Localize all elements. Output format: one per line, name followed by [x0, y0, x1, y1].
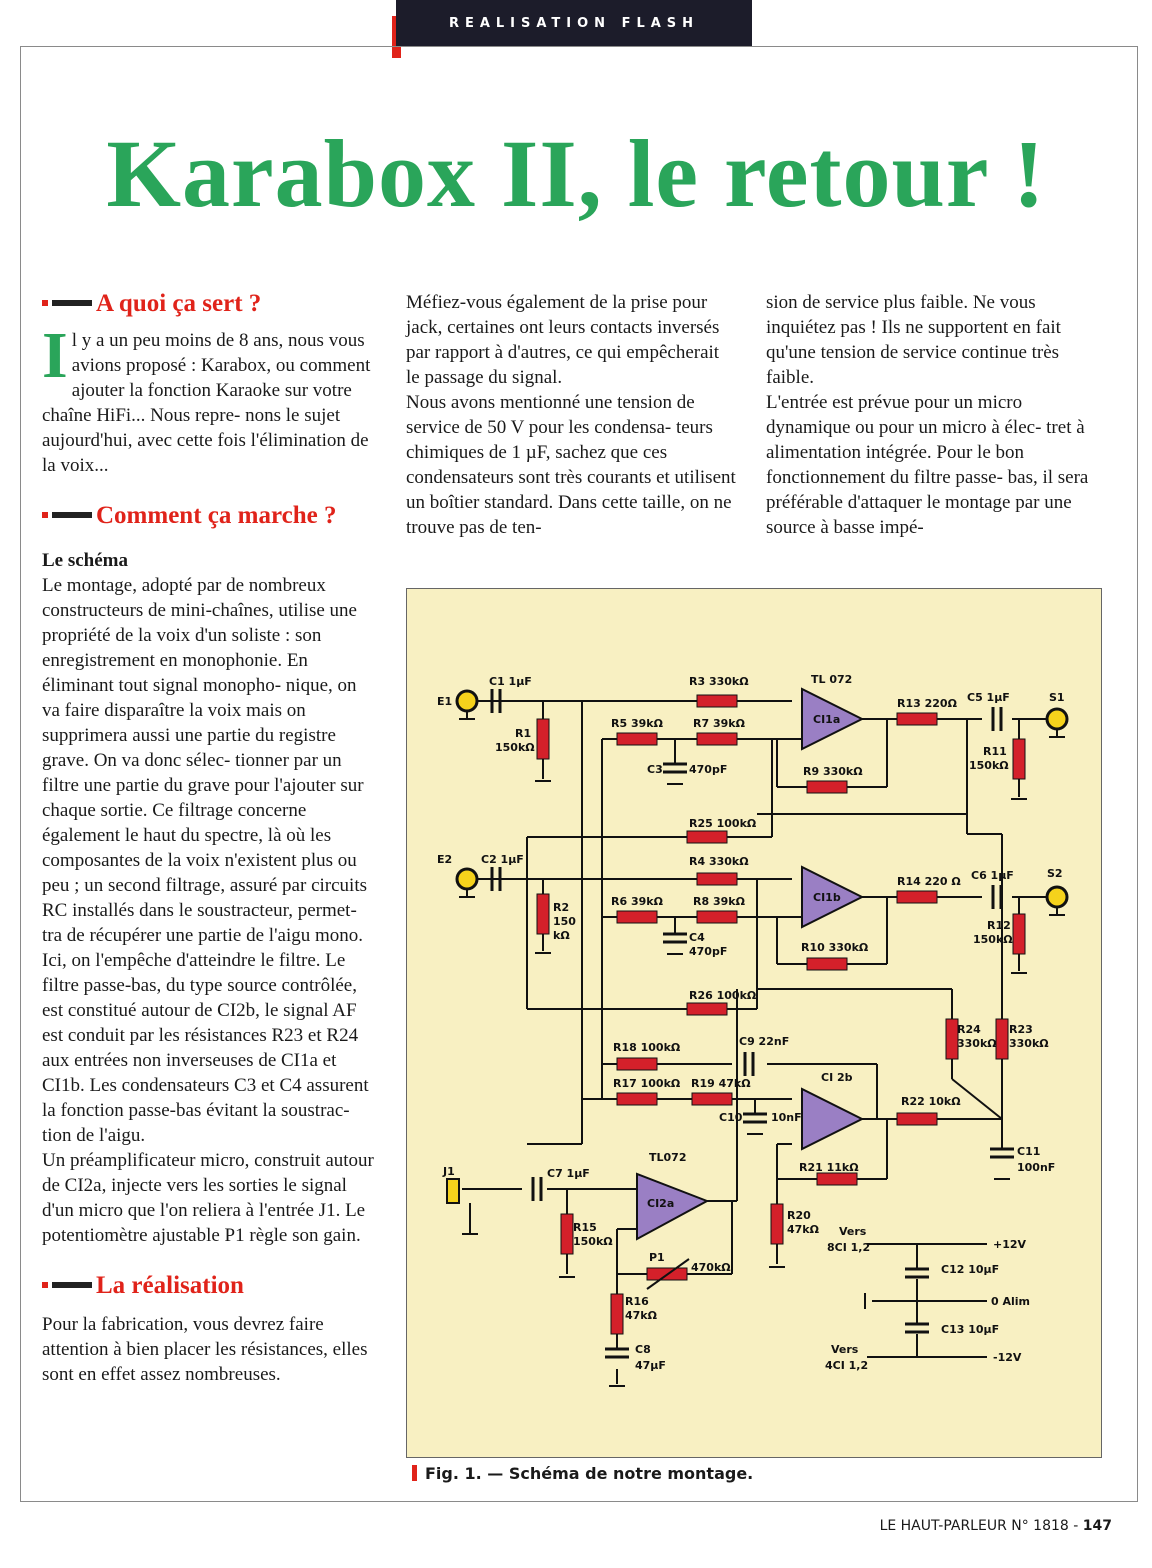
col3-paragraph-2: L'entrée est prévue pour un micro dynamique ou pour un micro à élec- tret à alimentation intégrée. Pour le bon fonctionnement du filtre passe- bas, il sera préférable d'attaquer le montage par une source à basse impé-: [766, 392, 1089, 538]
label-r11-value: 150kΩ: [969, 759, 1009, 772]
opamp-ci2b: [802, 1089, 862, 1149]
bullet-bar-icon: [52, 1282, 92, 1288]
label-c11-value: 100nF: [1017, 1161, 1056, 1174]
label-c3: C3: [647, 763, 663, 776]
figure-caption: Fig. 1. — Schéma de notre montage.: [412, 1464, 753, 1483]
label-r9: R9 330kΩ: [803, 765, 863, 778]
heading-realisation: La réalisation: [42, 1268, 378, 1302]
label-r23: R23: [1009, 1023, 1033, 1036]
label-c1: C1 1µF: [489, 675, 532, 688]
bullet-bar-icon: [52, 512, 92, 518]
label-r13: R13 220Ω: [897, 697, 957, 710]
intro-paragraph: Il y a un peu moins de 8 ans, nous vous avions proposé : Karabox, ou comment ajouter la fonction Karaoke sur votre chaîne HiFi... Nous repre- nons le sujet aujourd'hui, avec cette fois l'élimination de la voix...: [42, 319, 371, 476]
resistor-r13: [897, 713, 937, 725]
label-ci2a: CI2a: [647, 1197, 675, 1210]
label-r1: R1: [515, 727, 532, 740]
label-c8: C8: [635, 1343, 651, 1356]
resistor-r10: [807, 958, 847, 970]
label-c10: C10: [719, 1111, 743, 1124]
jack-s1-icon: [1047, 709, 1067, 729]
label-r12: R12: [987, 919, 1011, 932]
label-plus-12v: +12V: [993, 1238, 1027, 1251]
article-title: Karabox II, le retour !: [106, 120, 1046, 227]
col3-paragraph-1: sion de service plus faible. Ne vous inquiétez pas ! Ils ne supportent en fait qu'une tension de service continue très faible.: [766, 292, 1061, 388]
label-r26: R26 100kΩ: [689, 989, 757, 1002]
bullet-square-icon: [42, 512, 48, 518]
label-c4: C4: [689, 931, 705, 944]
jack-s2-icon: [1047, 887, 1067, 907]
label-c3-value: 470pF: [689, 763, 728, 776]
label-p1-value: 470kΩ: [691, 1261, 731, 1274]
heading-comment: Comment ça marche ?: [42, 498, 378, 532]
label-r20-value: 47kΩ: [787, 1223, 819, 1236]
jack-j1-icon: [447, 1179, 459, 1203]
resistor-r22: [897, 1113, 937, 1125]
label-c5: C5 1µF: [967, 691, 1010, 704]
bullet-square-icon: [42, 1282, 48, 1288]
label-c12: C12 10µF: [941, 1263, 1000, 1276]
resistor-r25: [687, 831, 727, 843]
label-r14: R14 220 Ω: [897, 875, 961, 888]
page-number: 147: [1082, 1518, 1112, 1534]
label-r4: R4 330kΩ: [689, 855, 749, 868]
resistor-r18: [617, 1058, 657, 1070]
label-r24: R24: [957, 1023, 981, 1036]
jack-e2-icon: [457, 869, 477, 889]
heading-a-quoi: A quoi ça sert ?: [42, 286, 378, 320]
column-2: [406, 290, 736, 540]
label-r24-value: 330kΩ: [957, 1037, 997, 1050]
realisation-paragraph: Pour la fabrication, vous devrez faire attention à bien placer les résistances, elles sont en effet assez nombreuses.: [42, 1314, 368, 1385]
resistor-r4: [697, 873, 737, 885]
label-r3: R3 330kΩ: [689, 675, 749, 688]
label-c6: C6 1µF: [971, 869, 1014, 882]
label-tl072-2: TL072: [649, 1151, 687, 1164]
label-c8-value: 47µF: [635, 1359, 666, 1372]
label-minus-12v: -12V: [993, 1351, 1022, 1364]
label-tl072-1: TL 072: [811, 673, 853, 686]
bullet-bar-icon: [52, 300, 92, 306]
label-r1-value: 150kΩ: [495, 741, 535, 754]
label-r21: R21 11kΩ: [799, 1161, 859, 1174]
label-r19: R19 47kΩ: [691, 1077, 751, 1090]
resistor-r12: [1013, 914, 1025, 954]
label-vers-2: Vers: [831, 1343, 859, 1356]
schematic-diagram: [407, 589, 1101, 1457]
resistor-r2: [537, 894, 549, 934]
label-r16-value: 47kΩ: [625, 1309, 657, 1322]
label-r2: R2: [553, 901, 570, 914]
label-r10: R10 330kΩ: [801, 941, 869, 954]
subheading-schema: Le schéma: [42, 550, 129, 571]
label-j1: J1: [443, 1165, 455, 1178]
label-r15-value: 150kΩ: [573, 1235, 613, 1248]
schema-paragraph: Le montage, adopté par de nombreux constructeurs de mini-chaînes, utilise une propriété de la voix d'un soliste : son enregistrement en monophonie. En éliminant tout signal monopho- nique, on va faire disparaître la voix mais on supprimera aussi une partie du registre grave. On va donc sélec- tionner par un filtre une partie du grave pour l'ajouter sur chaque sortie. Ce filtrage concerne également le haut du spectre, là où les composantes de la voix n'existent plus ou peu ; un second filtrage, assuré par circuits RC installés dans le soustracteur, permet- tra de récupérer une partie de l'aigu mono. Ici, on l'empêche d'atteindre le filtre. Le filtre passe-bas, du type source contrôlée, est constitué autour de CI2b, le signal AF est conduit par les résistances R23 et R24 aux entrées non inverseuses de CI1a et CI1b. Les condensateurs C3 et C4 assurent la fonction passe-bas évitant la soustrac- tion de l'aigu.: [42, 575, 369, 1146]
label-r2-unit: kΩ: [553, 929, 570, 942]
resistor-r17: [617, 1093, 657, 1105]
resistor-r1: [537, 719, 549, 759]
label-ci2b: CI 2b: [821, 1071, 853, 1084]
resistor-r21: [817, 1173, 857, 1185]
caption-marker: [412, 1465, 417, 1481]
schematic-figure: [406, 588, 1102, 1458]
section-banner: REALISATION FLASH: [396, 0, 752, 46]
label-r25: R25 100kΩ: [689, 817, 757, 830]
label-e2: E2: [437, 853, 453, 866]
resistor-r16: [611, 1294, 623, 1334]
resistor-r11: [1013, 739, 1025, 779]
magazine-name: LE HAUT-PARLEUR N° 1818 -: [879, 1518, 1083, 1534]
resistor-r9: [807, 781, 847, 793]
resistor-r26: [687, 1003, 727, 1015]
label-p1: P1: [649, 1251, 665, 1264]
resistor-r15: [561, 1214, 573, 1254]
label-c13: C13 10µF: [941, 1323, 1000, 1336]
resistor-r20: [771, 1204, 783, 1244]
label-c2: C2 1µF: [481, 853, 524, 866]
label-r2-value: 150: [553, 915, 576, 928]
label-r6: R6 39kΩ: [611, 895, 663, 908]
label-ci1a: CI1a: [813, 713, 841, 726]
label-vers-2-target: 4CI 1,2: [825, 1359, 869, 1372]
label-r7: R7 39kΩ: [693, 717, 745, 730]
label-c9: C9 22nF: [739, 1035, 790, 1048]
label-c10-value: 10nF: [771, 1111, 802, 1124]
resistor-r19: [692, 1093, 732, 1105]
jack-e1-icon: [457, 691, 477, 711]
label-r23-value: 330kΩ: [1009, 1037, 1049, 1050]
label-r18: R18 100kΩ: [613, 1041, 681, 1054]
label-r11: R11: [983, 745, 1007, 758]
col2-paragraph-1: Méfiez-vous également de la prise pour jack, certaines ont leurs contacts inversés par rapport à d'autres, ce qui empêcherait le passage du signal.: [406, 292, 720, 388]
resistor-r23: [996, 1019, 1008, 1059]
bullet-square-icon: [42, 300, 48, 306]
drop-cap: I: [42, 319, 68, 392]
label-ci1b: CI1b: [813, 891, 841, 904]
resistor-r5: [617, 733, 657, 745]
label-c11: C11: [1017, 1145, 1041, 1158]
page-footer: [880, 1518, 1112, 1534]
column-1: [42, 286, 378, 1387]
resistor-r7: [697, 733, 737, 745]
capacitors: [492, 689, 1014, 1357]
label-s2: S2: [1047, 867, 1063, 880]
resistor-r6: [617, 911, 657, 923]
label-r22: R22 10kΩ: [901, 1095, 961, 1108]
preamp-paragraph: Un préamplificateur micro, construit autour de CI2a, injecte vers les sorties le signal d'un micro que l'on reliera à l'entrée J1. Le potentiomètre ajustable P1 règle son gain.: [42, 1150, 374, 1246]
col2-paragraph-2: Nous avons mentionné une tension de service de 50 V pour les condensa- teurs chimiques de 1 µF, sachez que ces condensateurs sont très courants et utilisent un boîtier standard. Dans cette taille, on ne trouve pas de ten-: [406, 392, 736, 538]
component-labels: [437, 673, 1065, 1372]
label-vers-1-target: 8CI 1,2: [827, 1241, 871, 1254]
label-s1: S1: [1049, 691, 1065, 704]
label-r8: R8 39kΩ: [693, 895, 745, 908]
label-r16: R16: [625, 1295, 649, 1308]
resistor-r14: [897, 891, 937, 903]
column-3: [766, 290, 1102, 540]
label-c4-value: 470pF: [689, 945, 728, 958]
label-r5: R5 39kΩ: [611, 717, 663, 730]
label-c7: C7 1µF: [547, 1167, 590, 1180]
label-r15: R15: [573, 1221, 597, 1234]
label-r20: R20: [787, 1209, 811, 1222]
label-r12-value: 150kΩ: [973, 933, 1013, 946]
resistor-r8: [697, 911, 737, 923]
label-alim: 0 Alim: [991, 1295, 1030, 1308]
label-vers-1: Vers: [839, 1225, 867, 1238]
label-r17: R17 100kΩ: [613, 1077, 681, 1090]
label-e1: E1: [437, 695, 453, 708]
resistor-r3: [697, 695, 737, 707]
